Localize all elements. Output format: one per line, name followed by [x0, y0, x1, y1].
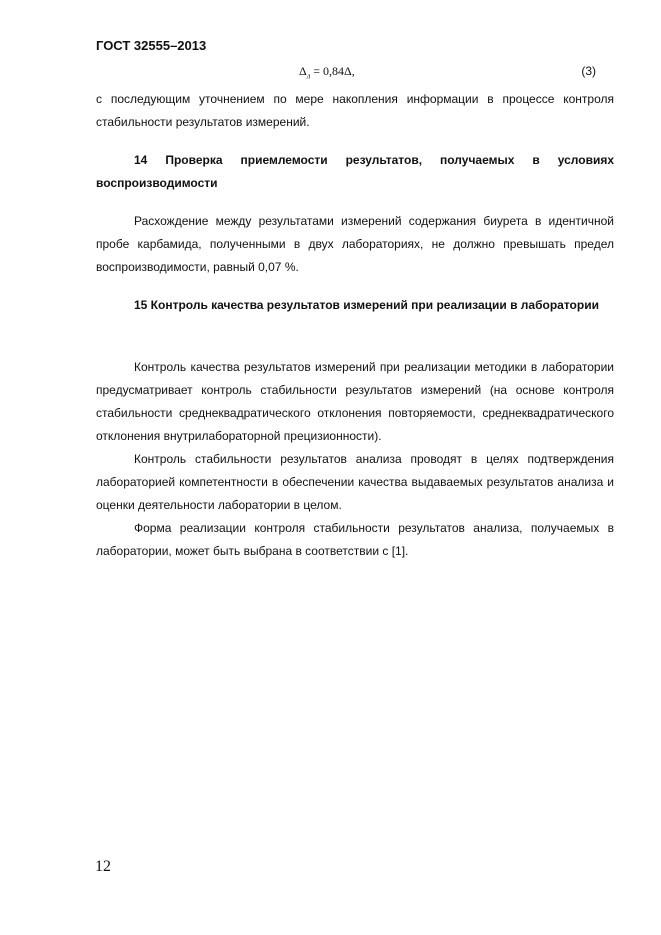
section-14 [96, 149, 614, 195]
section-15 [96, 294, 614, 317]
section-14-heading: 14 Проверка приемлемости результатов, получаемых в условиях воспроизводимости [96, 153, 614, 190]
formula-rhs: = 0,84Δ, [310, 64, 355, 78]
section-15-heading: 15 Контроль качества результатов измерений при реализации в лаборатории [134, 298, 599, 312]
formula-line [96, 62, 596, 82]
section-15-body [96, 356, 614, 563]
formula-3 [299, 64, 355, 80]
continuation-block [96, 88, 614, 134]
continuation-paragraph: с последующим уточнением по мере накопления информации в процессе контроля стабильности результатов измерений. [96, 92, 614, 129]
section-14-paragraph: Расхождение между результатами измерений содержания биурета в идентичной пробе карбамида, полученными в двух лабораториях, не должно превышать предел воспроизводимости, равный 0,07 %. [96, 214, 614, 274]
page-number: 12 [95, 858, 111, 875]
document-code: ГОСТ 32555–2013 [96, 38, 207, 53]
equation-number: (3) [581, 64, 596, 78]
formula-lhs-symbol: Δ [299, 64, 307, 78]
section-15-paragraph-1: Контроль качества результатов измерений при реализации методики в лаборатории предусматривает контроль стабильности результатов измерений (на основе контроля стабильности среднеквадратического отклонения повторяемости, среднеквадратического отклонения внутрилабораторной прецизионности). [96, 360, 614, 443]
section-14-body [96, 210, 614, 279]
section-15-paragraph-3: Форма реализации контроля стабильности результатов анализа, получаемых в лаборатории, может быть выбрана в соответствии с [1]. [96, 521, 614, 558]
section-15-paragraph-2: Контроль стабильности результатов анализа проводят в целях подтверждения лабораторией компетентности в обеспечении качества выдаваемых результатов анализа и оценки деятельности лаборатории в целом. [96, 452, 614, 512]
formula-lhs-subscript: л [306, 71, 311, 81]
